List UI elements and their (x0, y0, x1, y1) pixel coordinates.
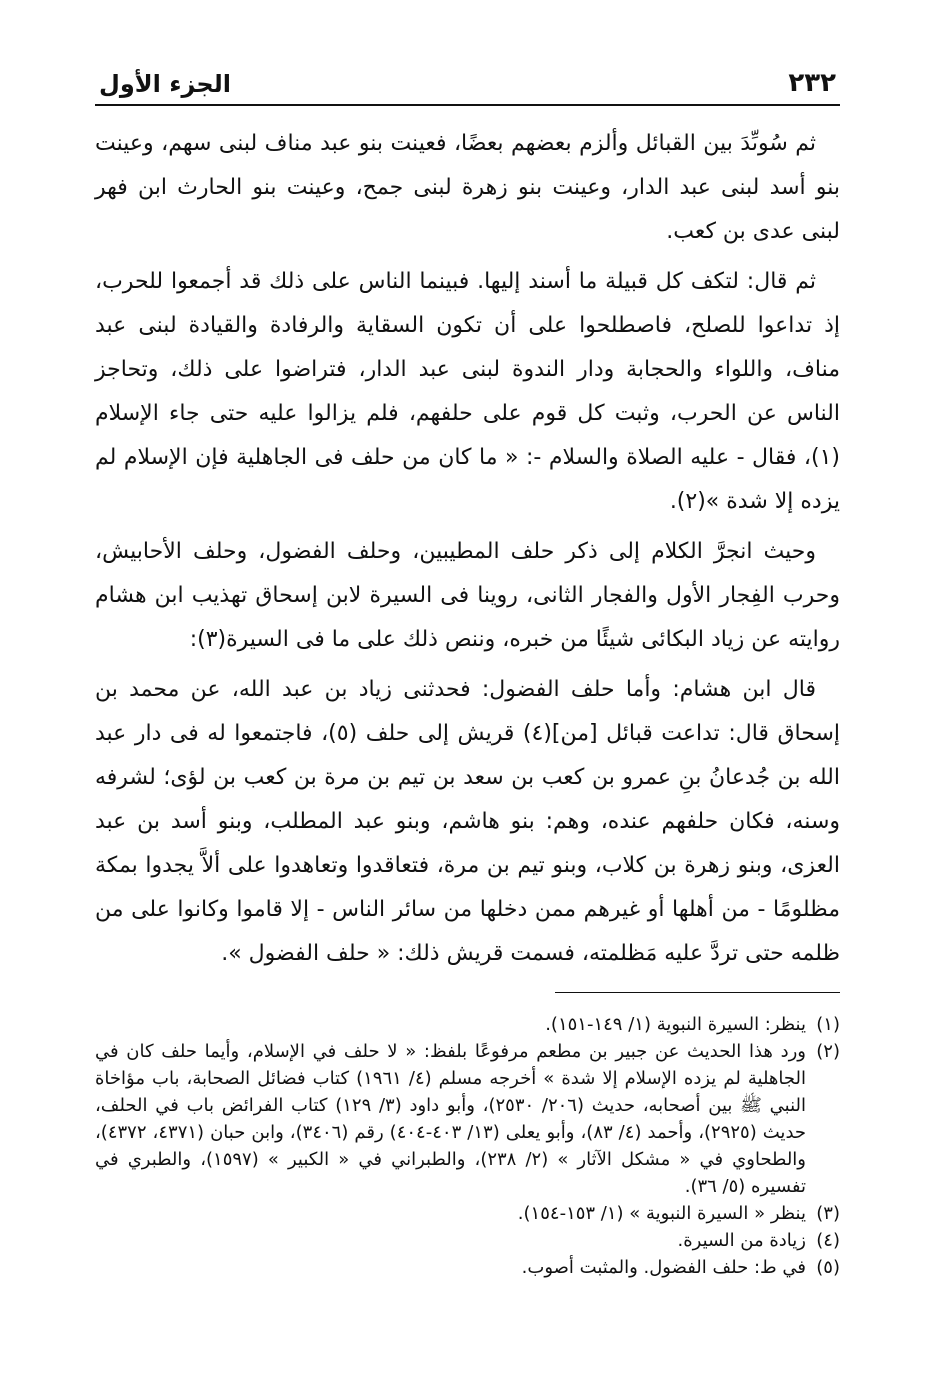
footnote (95, 1011, 840, 1038)
footnote-text: ينظر « السيرة النبوية » (١/ ١٥٣-١٥٤). (517, 1203, 806, 1224)
footnote (95, 1227, 840, 1254)
footnote-number: (٥) (816, 1257, 840, 1278)
footnote (95, 1254, 840, 1281)
footnote-text: زيادة من السيرة. (677, 1230, 806, 1251)
footnote-text: ينظر: السيرة النبوية (١/ ١٤٩-١٥١). (545, 1014, 806, 1035)
footnote-number: (٢) (816, 1041, 840, 1062)
footnote-text: ورد هذا الحديث عن جبير بن مطعم مرفوعًا بلفظ: « لا حلف في الإسلام، وأيما حلف كان في الجاهلية لم يزده الإسلام إلا شدة » أخرجه مسلم (٤/ ١٩٦١) كتاب فضائل الصحابة، باب مؤاخاة النبي ﷺ بين أصحابه، حديث (٢٠٦/ ٢٥٣٠)، وأبو داود (٣/ ١٢٩) كتاب الفرائض باب في الحلف، حديث (٢٩٢٥)، وأحمد (٤/ ٨٣)، وأبو يعلى (١٣/ ٤٠٣-٤٠٤) رقم (٣٤٠٦)، وابن حبان (٤٣٧١، ٤٣٧٢)، والطحاوي في « مشكل الآثار » (٢/ ٢٣٨)، والطبراني في « الكبير » (١٥٩٧)، والطبري في تفسيره (٥/ ٣٦). (95, 1041, 807, 1197)
footnote (95, 1200, 840, 1227)
paragraph: قال ابن هشام: وأما حلف الفضول: فحدثنى زياد بن عبد الله، عن محمد بن إسحاق قال: تداعت قبائل [من](٤) قريش إلى حلف (٥)، فاجتمعوا له فى دار عبد الله بن جُدعانُ بنِ عمرو بن كعب بن سعد بن تيم بن مرة بن كعب بن لؤى؛ لشرفه وسنه، فكان حلفهم عنده، وهم: بنو هاشم، وبنو عبد المطلب، وبنو أسد بن عبد العزى، وبنو زهرة بن كلاب، وبنو تيم بن مرة، فتعاقدوا وتعاهدوا على ألاَّ يجدوا بمكة مظلومًا - من أهلها أو غيرهم ممن دخلها من سائر الناس - إلا قاموا وكانوا على من ظلمه حتى تردَّ عليه مَظلمته، فسمت قريش ذلك: « حلف الفضول ». (95, 677, 840, 966)
footnote-number: (٣) (816, 1203, 840, 1224)
footnote-text: في ط: حلف الفضول. والمثبت أصوب. (521, 1257, 806, 1278)
main-text (95, 122, 840, 976)
footnote-number: (٤) (816, 1230, 840, 1251)
page-number: ٢٣٢ (788, 68, 836, 98)
footnote-separator (555, 992, 840, 993)
footnote (95, 1038, 840, 1200)
paragraph: ثم قال: لتكف كل قبيلة ما أسند إليها. فبينما الناس على ذلك قد أجمعوا للحرب، إذ تداعوا للصلح، فاصطلحوا على أن تكون السقاية والرفادة والقيادة لبنى عبد مناف، واللواء والحجابة ودار الندوة لبنى عبد الدار، فتراضوا على ذلك، وتحاجز الناس عن الحرب، وثبت كل قوم على حلفهم، فلم يزالوا عليه حتى جاء الإسلام (١)، فقال - عليه الصلاة والسلام -: « ما كان من حلف فى الجاهلية فإن الإسلام لم يزده إلا شدة »(٢). (95, 269, 840, 514)
footnote-number: (١) (816, 1014, 840, 1035)
book-page (95, 58, 840, 1281)
paragraph: وحيث انجرَّ الكلام إلى ذكر حلف المطيبين، وحلف الفضول، وحلف الأحابيش، وحرب الفِجار الأول والفجار الثانى، روينا فى السيرة لابن إسحاق تهذيب ابن هشام روايته عن زياد البكائى شيئًا من خبره، وننص ذلك على ما فى السيرة(٣): (95, 539, 840, 652)
page-header (95, 58, 840, 106)
paragraph: ثم سُوىِّدَ بين القبائل وألزم بعضهم بعضًا، فعينت بنو عبد مناف لبنى سهم، وعينت بنو أسد لبنى عبد الدار، وعينت بنو زهرة لبنى جمح، وعينت بنو الحارث ابن فهر لبنى عدى بن كعب. (95, 131, 840, 244)
part-title: الجزء الأول (99, 70, 231, 98)
footnotes (95, 1011, 840, 1281)
